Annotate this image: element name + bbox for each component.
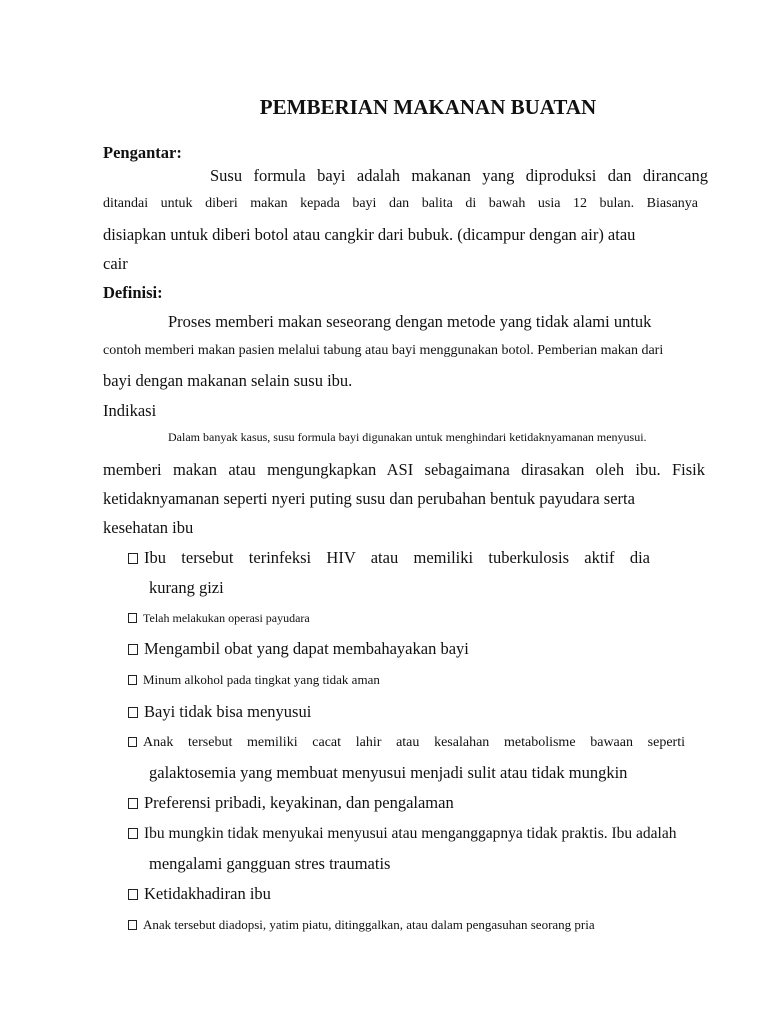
list-item: Minum alkohol pada tingkat yang tidak aman bbox=[128, 673, 380, 686]
definisi-heading: Definisi: bbox=[103, 283, 163, 302]
list-item: Preferensi pribadi, keyakinan, dan pengalaman bbox=[128, 795, 454, 812]
indikasi-line-1: Dalam banyak kasus, susu formula bayi digunakan untuk menghindari ketidaknyamanan menyusui. bbox=[168, 430, 647, 444]
pengantar-line-3: disiapkan untuk diberi botol atau cangkir dari bubuk. (dicampur dengan air) atau bbox=[103, 225, 636, 244]
checkbox-bullet-icon bbox=[128, 889, 138, 900]
list-item: Bayi tidak bisa menyusui bbox=[128, 704, 311, 721]
indikasi-heading: Indikasi bbox=[103, 401, 157, 420]
list-item: Ketidakhadiran ibu bbox=[128, 886, 271, 903]
definisi-line-1: Proses memberi makan seseorang dengan metode yang tidak alami untuk bbox=[168, 312, 652, 331]
pengantar-line-4: cair bbox=[103, 254, 128, 273]
list-item: Anak tersebut memiliki cacat lahir atau kesalahan metabolisme bawaan seperti bbox=[128, 736, 685, 750]
list-item: Ibu tersebut terinfeksi HIV atau memiliki tuberkulosis aktif dia bbox=[128, 550, 650, 567]
indikasi-line-4: kesehatan ibu bbox=[103, 518, 194, 537]
checkbox-bullet-icon bbox=[128, 553, 138, 564]
list-item-continuation: mengalami gangguan stres traumatis bbox=[149, 854, 391, 873]
page-title: PEMBERIAN MAKANAN BUATAN bbox=[259, 95, 597, 119]
checkbox-bullet-icon bbox=[128, 798, 138, 809]
checkbox-bullet-icon bbox=[128, 737, 137, 747]
checkbox-bullet-icon bbox=[128, 828, 138, 839]
definisi-line-3: bayi dengan makanan selain susu ibu. bbox=[103, 371, 353, 390]
list-item: Mengambil obat yang dapat membahayakan bayi bbox=[128, 641, 469, 658]
list-item-continuation: kurang gizi bbox=[149, 578, 224, 597]
checkbox-bullet-icon bbox=[128, 613, 137, 623]
list-item-continuation: galaktosemia yang membuat menyusui menjadi sulit atau tidak mungkin bbox=[149, 763, 628, 782]
pengantar-line-2: ditandai untuk diberi makan kepada bayi dan balita di bawah usia 12 bulan. Biasanya bbox=[103, 196, 698, 211]
checkbox-bullet-icon bbox=[128, 675, 137, 685]
list-item: Anak tersebut diadopsi, yatim piatu, ditinggalkan, atau dalam pengasuhan seorang pria bbox=[128, 918, 595, 931]
checkbox-bullet-icon bbox=[128, 644, 138, 655]
pengantar-heading: Pengantar: bbox=[103, 143, 182, 162]
pengantar-line-1: Susu formula bayi adalah makanan yang diproduksi dan dirancang bbox=[210, 166, 708, 185]
indikasi-line-2: memberi makan atau mengungkapkan ASI sebagaimana dirasakan oleh ibu. Fisik bbox=[103, 460, 705, 479]
list-item: Telah melakukan operasi payudara bbox=[128, 612, 310, 624]
checkbox-bullet-icon bbox=[128, 920, 137, 930]
list-item: Ibu mungkin tidak menyukai menyusui atau menganggapnya tidak praktis. Ibu adalah bbox=[128, 826, 676, 842]
checkbox-bullet-icon bbox=[128, 707, 138, 718]
indikasi-line-3: ketidaknyamanan seperti nyeri puting susu dan perubahan bentuk payudara serta bbox=[103, 489, 635, 508]
definisi-line-2: contoh memberi makan pasien melalui tabung atau bayi menggunakan botol. Pemberian makan dari bbox=[103, 343, 664, 358]
